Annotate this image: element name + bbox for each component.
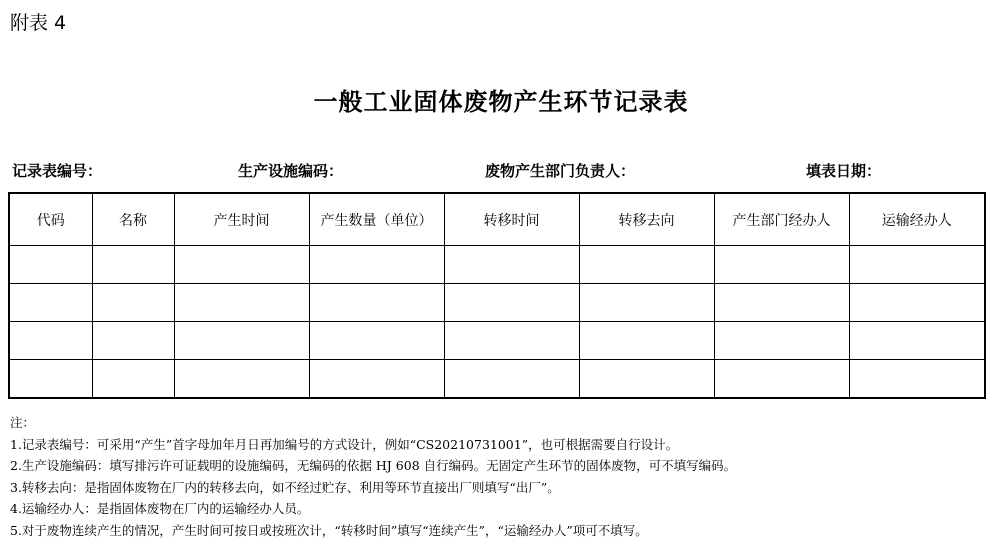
table-cell[interactable] (309, 322, 444, 360)
note-item: 3.转移去向：是指固体废物在厂内的转移去向，如不经过贮存、利用等环节直接出厂则填写“出厂”。 (10, 479, 560, 495)
table-cell[interactable] (849, 284, 985, 322)
table-cell[interactable] (92, 246, 174, 284)
table-cell[interactable] (714, 322, 849, 360)
note-item: 1.记录表编号：可采用“产生”首字母加年月日再加编号的方式设计，例如“CS20210731001”，也可根据需要自行设计。 (10, 436, 679, 452)
note-item: 5.对于废物连续产生的情况，产生时间可按日或按班次计，“转移时间”填写“连续产生”，“运输经办人”项可不填写。 (10, 522, 648, 538)
table-cell[interactable] (174, 360, 309, 399)
table-cell[interactable] (9, 360, 92, 399)
table-row (9, 360, 985, 399)
table-cell[interactable] (92, 322, 174, 360)
table-cell[interactable] (92, 284, 174, 322)
record-number-label: 记录表编号： (12, 162, 103, 180)
table-cell[interactable] (174, 322, 309, 360)
col-header-quantity: 产生数量（单位） (309, 193, 444, 246)
table-row (9, 246, 985, 284)
table-row (9, 322, 985, 360)
fill-date-label: 填表日期： (806, 162, 882, 180)
col-header-name: 名称 (92, 193, 174, 246)
table-cell[interactable] (849, 360, 985, 399)
table-cell[interactable] (714, 284, 849, 322)
table-cell[interactable] (579, 284, 714, 322)
table-cell[interactable] (174, 246, 309, 284)
facility-code-label: 生产设施编码： (238, 162, 344, 180)
table-cell[interactable] (174, 284, 309, 322)
col-header-transfer-destination: 转移去向 (579, 193, 714, 246)
table-cell[interactable] (579, 322, 714, 360)
page-title: 一般工业固体废物产生环节记录表 (313, 88, 689, 116)
notes-section (10, 412, 736, 542)
table-cell[interactable] (714, 360, 849, 399)
note-item: 4.运输经办人：是指固体废物在厂内的运输经办人员。 (10, 501, 310, 517)
note-item: 2.生产设施编码：填写排污许可证载明的设施编码，无编码的依据 HJ 608 自行编码。无固定产生环节的固体废物，可不填写编码。 (10, 458, 737, 474)
table-cell[interactable] (9, 322, 92, 360)
table-cell[interactable] (579, 246, 714, 284)
col-header-transport-handler: 运输经办人 (849, 193, 985, 246)
table-cell[interactable] (714, 246, 849, 284)
department-head-label: 废物产生部门负责人： (485, 162, 636, 180)
notes-heading: 注： (10, 415, 36, 430)
appendix-label: 附表 4 (10, 12, 67, 34)
table-cell[interactable] (9, 284, 92, 322)
table-cell[interactable] (444, 360, 579, 399)
table-cell[interactable] (309, 246, 444, 284)
col-header-code: 代码 (9, 193, 92, 246)
table-cell[interactable] (849, 322, 985, 360)
table-row (9, 284, 985, 322)
table-cell[interactable] (444, 284, 579, 322)
table-cell[interactable] (309, 360, 444, 399)
table-cell[interactable] (444, 246, 579, 284)
col-header-dept-handler: 产生部门经办人 (714, 193, 849, 246)
table-cell[interactable] (9, 246, 92, 284)
table-cell[interactable] (579, 360, 714, 399)
table-cell[interactable] (309, 284, 444, 322)
table-header-row (9, 193, 985, 246)
table-cell[interactable] (444, 322, 579, 360)
record-table (8, 192, 986, 399)
col-header-generation-time: 产生时间 (174, 193, 309, 246)
table-cell[interactable] (849, 246, 985, 284)
table-cell[interactable] (92, 360, 174, 399)
col-header-transfer-time: 转移时间 (444, 193, 579, 246)
